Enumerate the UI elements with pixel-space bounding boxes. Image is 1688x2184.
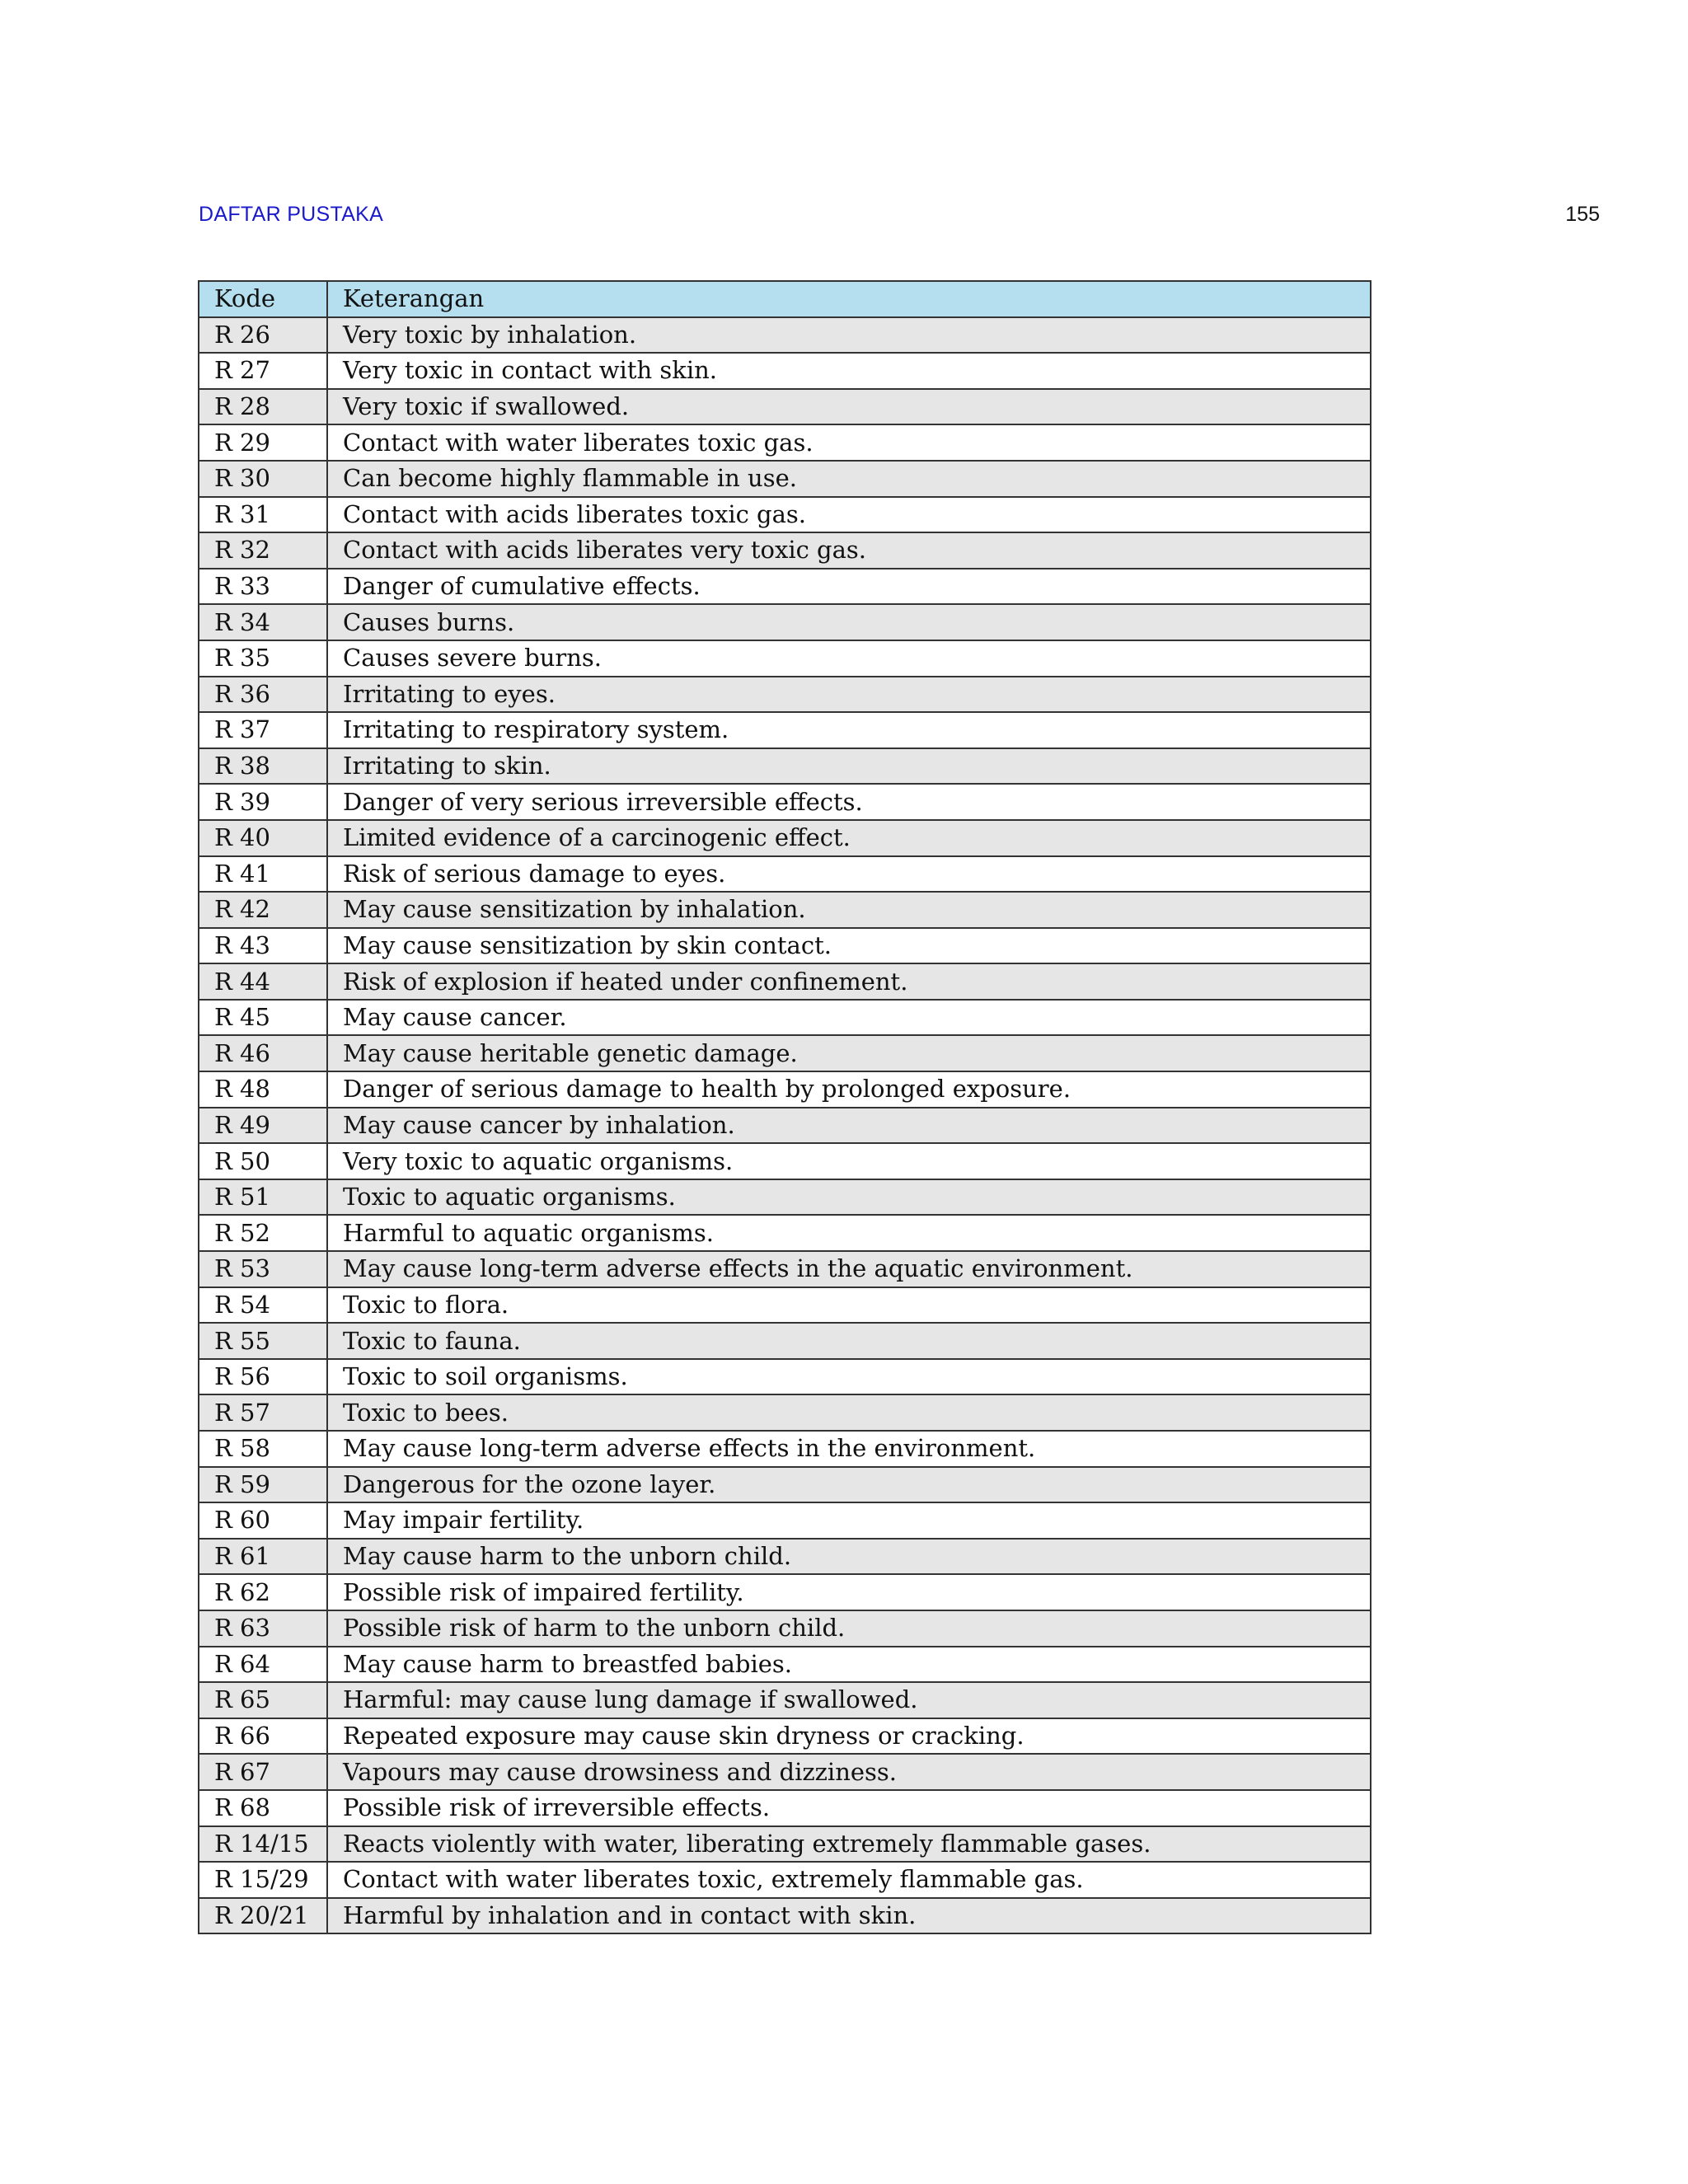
table-row [199,1682,1371,1718]
description-cell: Contact with water liberates toxic gas. [327,424,1371,461]
description-cell: Contact with acids liberates very toxic gas. [327,532,1371,569]
code-cell: R 35 [199,640,327,677]
table-row [199,532,1371,569]
code-cell: R 43 [199,928,327,964]
code-cell: R 15/29 [199,1862,327,1898]
description-cell: Harmful: may cause lung damage if swallowed. [327,1682,1371,1718]
table-row [199,640,1371,677]
code-cell: R 62 [199,1574,327,1610]
description-cell: May cause harm to the unborn child. [327,1539,1371,1575]
code-cell: R 57 [199,1394,327,1431]
table-row [199,1323,1371,1359]
description-cell: Irritating to skin. [327,748,1371,785]
table-row [199,1718,1371,1755]
code-cell: R 48 [199,1071,327,1108]
code-cell: R 38 [199,748,327,785]
description-cell: Causes severe burns. [327,640,1371,677]
code-cell: R 50 [199,1143,327,1179]
code-cell: R 63 [199,1610,327,1647]
table-row [199,1431,1371,1467]
table-row [199,1539,1371,1575]
code-cell: R 46 [199,1035,327,1071]
description-cell: May cause sensitization by inhalation. [327,892,1371,928]
code-cell: R 52 [199,1215,327,1251]
table-row [199,389,1371,425]
table-row [199,604,1371,640]
table-row [199,1394,1371,1431]
code-cell: R 34 [199,604,327,640]
code-cell: R 56 [199,1359,327,1395]
description-cell: Possible risk of irreversible effects. [327,1790,1371,1826]
code-cell: R 42 [199,892,327,928]
description-cell: Dangerous for the ozone layer. [327,1467,1371,1503]
table-row [199,856,1371,893]
table-row [199,928,1371,964]
table-row [199,963,1371,1000]
table-row [199,1898,1371,1934]
description-cell: Harmful by inhalation and in contact with skin. [327,1898,1371,1934]
code-cell: R 20/21 [199,1898,327,1934]
description-cell: Limited evidence of a carcinogenic effect. [327,820,1371,856]
table-row [199,1143,1371,1179]
description-cell: Risk of explosion if heated under confinement. [327,963,1371,1000]
table-row [199,461,1371,497]
table-body [199,317,1371,1934]
code-cell: R 26 [199,317,327,354]
code-cell: R 65 [199,1682,327,1718]
table-row [199,1108,1371,1144]
description-cell: Toxic to soil organisms. [327,1359,1371,1395]
code-cell: R 45 [199,1000,327,1036]
description-cell: May impair fertility. [327,1502,1371,1539]
description-cell: Very toxic by inhalation. [327,317,1371,354]
table-row [199,1359,1371,1395]
table-row [199,1754,1371,1790]
description-cell: Irritating to respiratory system. [327,712,1371,748]
code-cell: R 37 [199,712,327,748]
table-row [199,712,1371,748]
table-row [199,748,1371,785]
code-cell: R 49 [199,1108,327,1144]
description-cell: May cause long-term adverse effects in the aquatic environment. [327,1251,1371,1287]
code-cell: R 41 [199,856,327,893]
code-cell: R 66 [199,1718,327,1755]
code-cell: R 27 [199,353,327,389]
code-cell: R 30 [199,461,327,497]
description-cell: May cause cancer. [327,1000,1371,1036]
code-cell: R 28 [199,389,327,425]
table-row [199,1215,1371,1251]
code-cell: R 64 [199,1647,327,1683]
column-header-keterangan: Keterangan [327,281,1371,317]
code-cell: R 51 [199,1179,327,1216]
description-cell: Reacts violently with water, liberating extremely flammable gases. [327,1826,1371,1863]
description-cell: Causes burns. [327,604,1371,640]
code-cell: R 40 [199,820,327,856]
risk-phrases-table [198,280,1372,1934]
description-cell: Toxic to aquatic organisms. [327,1179,1371,1216]
table-row [199,677,1371,713]
description-cell: Toxic to bees. [327,1394,1371,1431]
table-header-row [199,281,1371,317]
code-cell: R 67 [199,1754,327,1790]
code-cell: R 31 [199,497,327,533]
code-cell: R 53 [199,1251,327,1287]
table-row [199,1610,1371,1647]
description-cell: Contact with water liberates toxic, extremely flammable gas. [327,1862,1371,1898]
page-number: 155 [1565,203,1600,226]
description-cell: Possible risk of impaired fertility. [327,1574,1371,1610]
description-cell: May cause harm to breastfed babies. [327,1647,1371,1683]
description-cell: Very toxic in contact with skin. [327,353,1371,389]
code-cell: R 60 [199,1502,327,1539]
table-row [199,497,1371,533]
description-cell: Very toxic if swallowed. [327,389,1371,425]
description-cell: May cause heritable genetic damage. [327,1035,1371,1071]
description-cell: Repeated exposure may cause skin dryness or cracking. [327,1718,1371,1755]
code-cell: R 39 [199,784,327,820]
description-cell: Harmful to aquatic organisms. [327,1215,1371,1251]
code-cell: R 29 [199,424,327,461]
table-row [199,1179,1371,1216]
code-cell: R 36 [199,677,327,713]
table-row [199,784,1371,820]
description-cell: Danger of cumulative effects. [327,569,1371,605]
code-cell: R 59 [199,1467,327,1503]
table-row [199,1251,1371,1287]
table-row [199,820,1371,856]
table-row [199,1862,1371,1898]
running-title: DAFTAR PUSTAKA [199,203,384,226]
table-row [199,1287,1371,1324]
description-cell: Possible risk of harm to the unborn child. [327,1610,1371,1647]
table-row [199,1467,1371,1503]
table-row [199,1000,1371,1036]
table-row [199,424,1371,461]
code-cell: R 14/15 [199,1826,327,1863]
table-row [199,353,1371,389]
column-header-kode: Kode [199,281,327,317]
code-cell: R 55 [199,1323,327,1359]
code-cell: R 32 [199,532,327,569]
code-cell: R 44 [199,963,327,1000]
description-cell: Can become highly flammable in use. [327,461,1371,497]
table-row [199,569,1371,605]
description-cell: Very toxic to aquatic organisms. [327,1143,1371,1179]
description-cell: Danger of serious damage to health by prolonged exposure. [327,1071,1371,1108]
description-cell: May cause long-term adverse effects in the environment. [327,1431,1371,1467]
code-cell: R 54 [199,1287,327,1324]
table-row [199,892,1371,928]
table-row [199,1574,1371,1610]
description-cell: Risk of serious damage to eyes. [327,856,1371,893]
table-row [199,1826,1371,1863]
code-cell: R 68 [199,1790,327,1826]
description-cell: May cause sensitization by skin contact. [327,928,1371,964]
description-cell: Danger of very serious irreversible effects. [327,784,1371,820]
description-cell: Vapours may cause drowsiness and dizziness. [327,1754,1371,1790]
table-header [199,281,1371,317]
table-row [199,1647,1371,1683]
table-row [199,1071,1371,1108]
description-cell: May cause cancer by inhalation. [327,1108,1371,1144]
code-cell: R 33 [199,569,327,605]
description-cell: Contact with acids liberates toxic gas. [327,497,1371,533]
table-row [199,317,1371,354]
table-row [199,1790,1371,1826]
description-cell: Irritating to eyes. [327,677,1371,713]
description-cell: Toxic to fauna. [327,1323,1371,1359]
table-row [199,1502,1371,1539]
code-cell: R 61 [199,1539,327,1575]
description-cell: Toxic to flora. [327,1287,1371,1324]
table-row [199,1035,1371,1071]
code-cell: R 58 [199,1431,327,1467]
